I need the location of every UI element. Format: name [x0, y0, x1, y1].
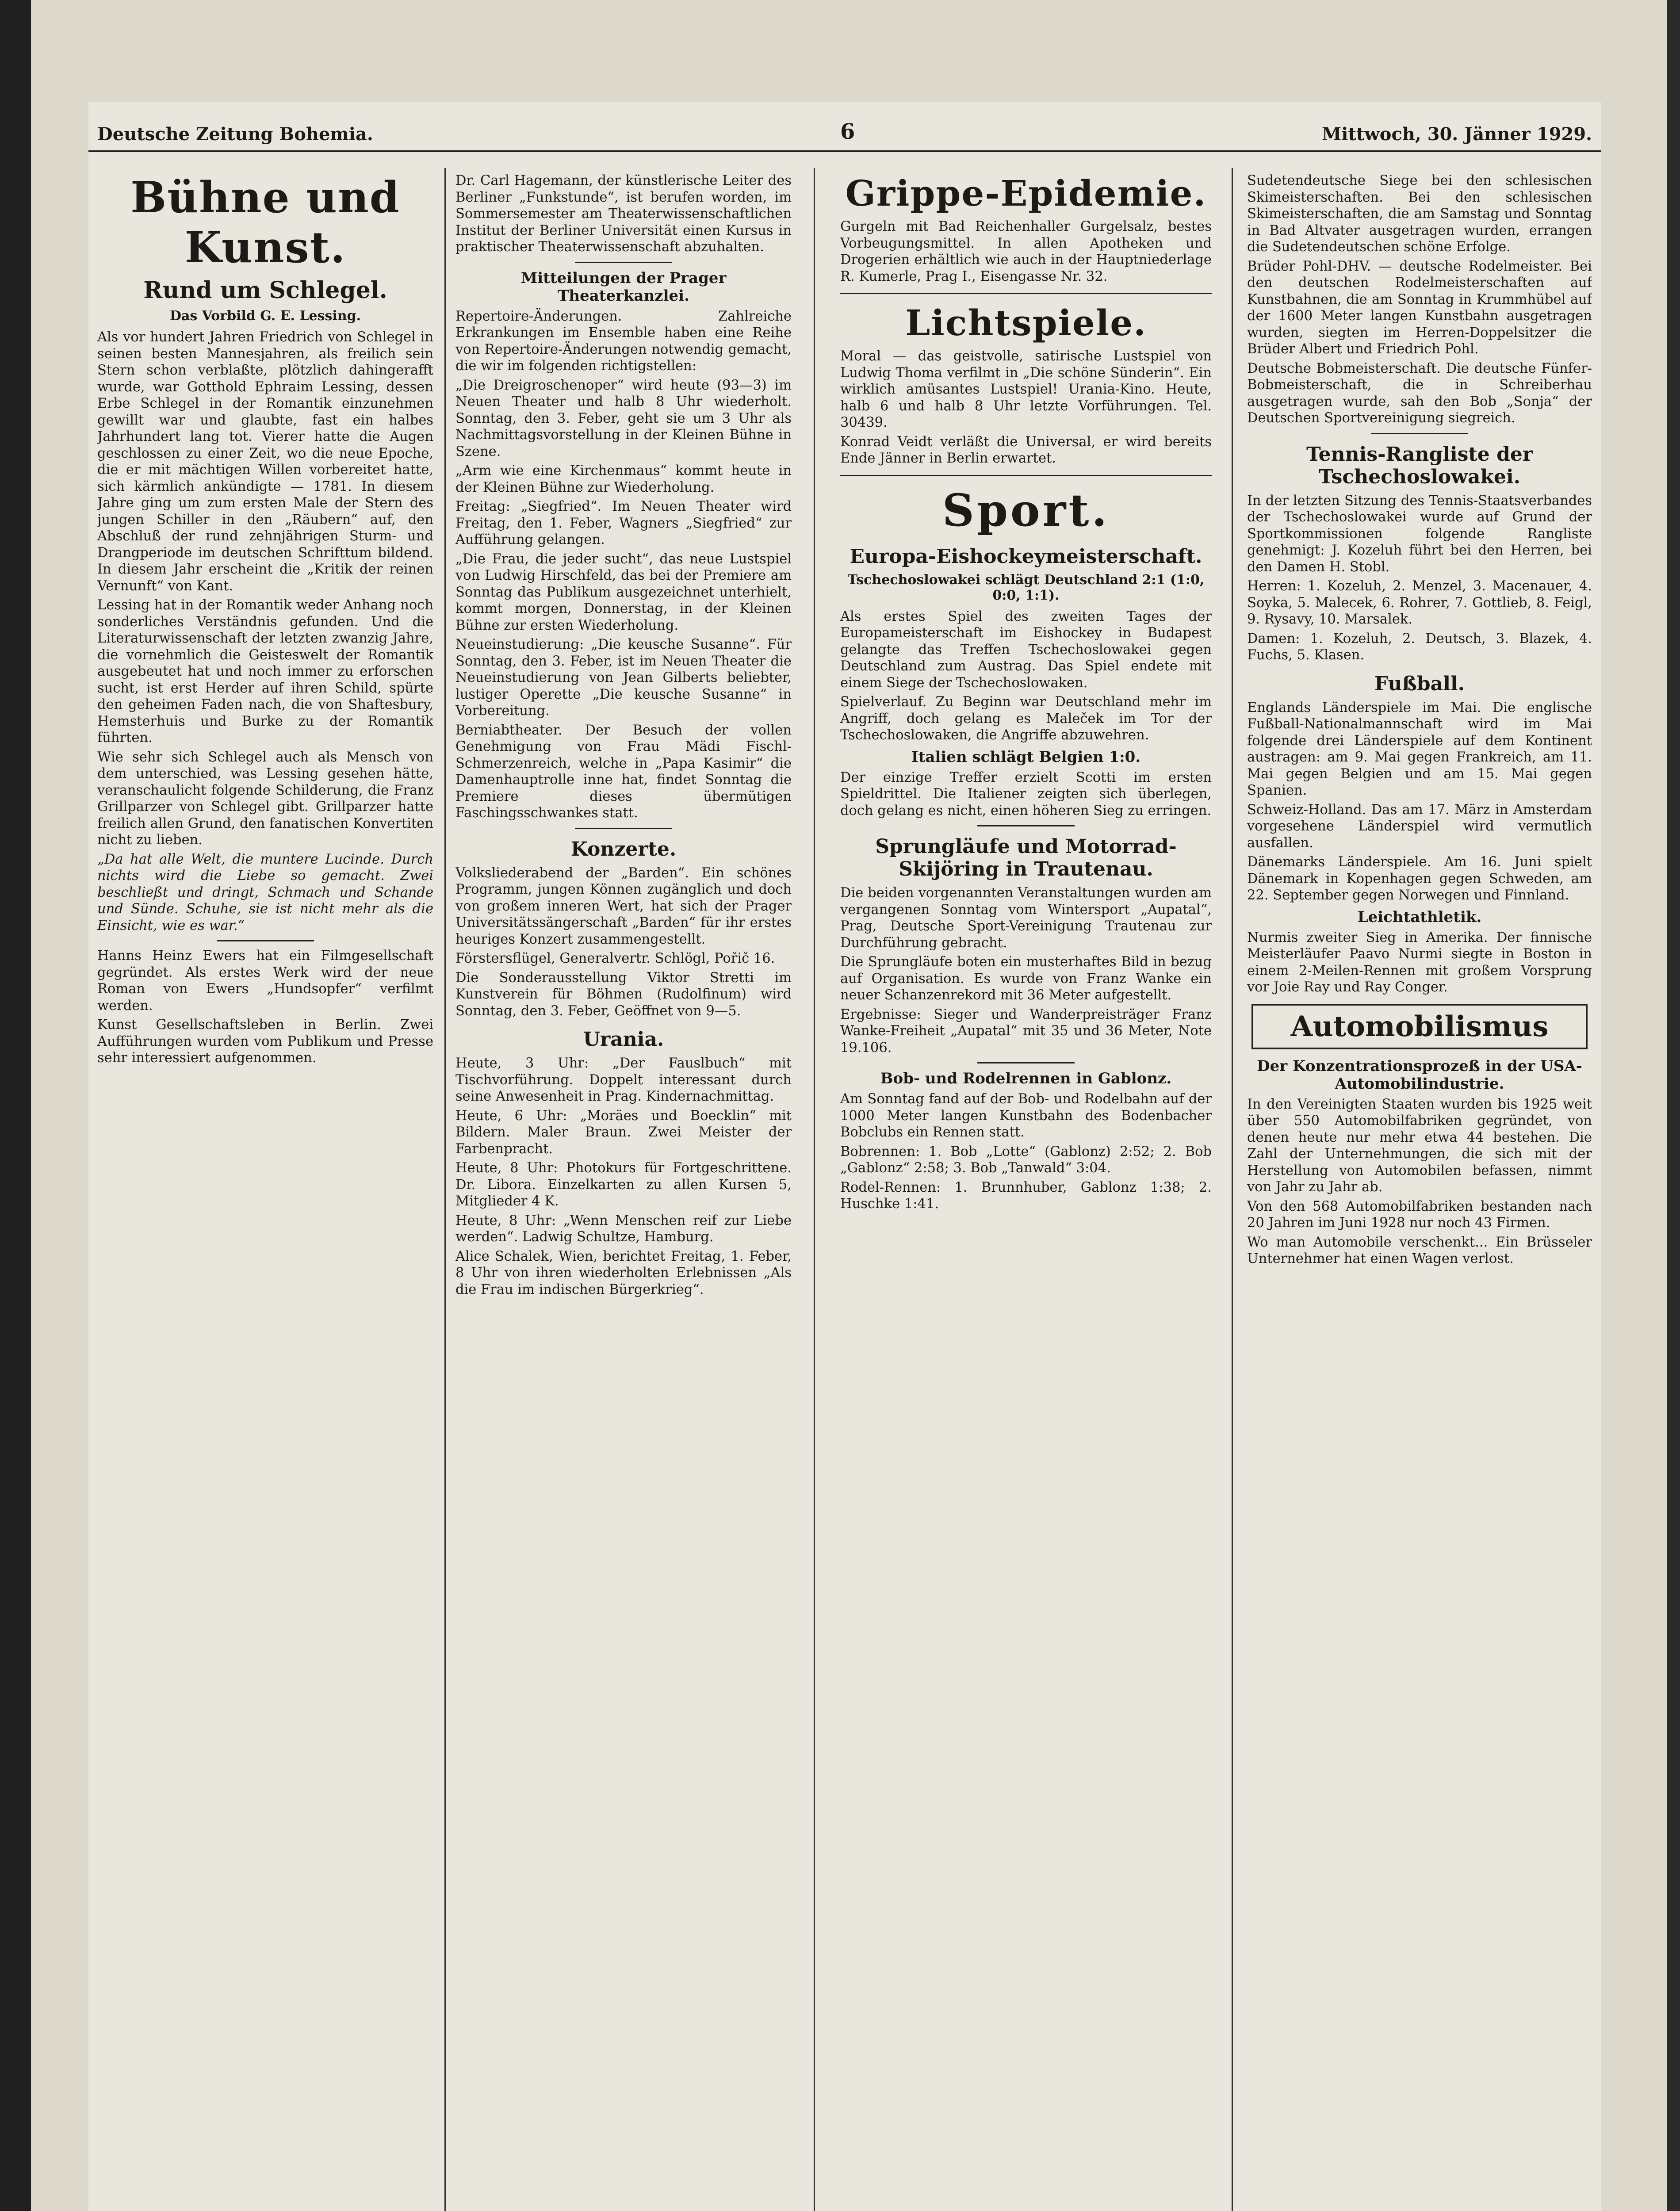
news-item: Schweiz-Holland. Das am 17. März in Amsterdam vorgesehene Länderspiel wird vermutlich ausfallen. — [1247, 802, 1592, 851]
separator — [575, 828, 672, 829]
article-paragraph: Spielverlauf. Zu Beginn war Deutschland mehr im Angriff, doch gelang es Maleček im Tor der Tschechoslowaken, die Angriffe abzuwehren. — [840, 694, 1212, 743]
separator — [840, 475, 1212, 476]
separator — [575, 262, 672, 263]
section-heading: Tennis-Rangliste der Tschechoslowakei. — [1306, 443, 1533, 488]
news-item: Sudetendeutsche Siege bei den schlesischen Skimeisterschaften. Bei den schlesischen Skimeisterschaften, die am Samstag und Sonntag in Bad Altvater ausgetragen wurden, errangen die Sudetendeutschen schöne Erfolge. — [1247, 173, 1592, 255]
section-title: Grippe-Epidemie. — [845, 172, 1207, 214]
article-title: Der Konzentrationsprozeß in der USA-Automobilindustrie. — [1257, 1057, 1582, 1093]
article-paragraph: Der einzige Treffer erzielt Scotti im ersten Spieldrittel. Die Italiener zeigten sich überlegen, doch gelang es nicht, einen höheren Sieg zu erringen. — [840, 769, 1212, 819]
separator — [1371, 433, 1468, 434]
article-paragraph: Als erstes Spiel des zweiten Tages der Europameisterschaft im Eishockey in Budapest gelangte das Treffen Tschechoslowakei gegen Deutschland zum Austrag. Das Spiel endete mit einem Siege der Tschechoslowaken. — [840, 608, 1212, 691]
news-item: In der letzten Sitzung des Tennis-Staatsverbandes der Tschechoslowakei wurde auf Grund der Sportkommissionen folgende Rangliste genehmigt: J. Kozeluh führt bei den Herren, bei den Damen H. Stobl. — [1247, 493, 1592, 575]
column-3 — [840, 172, 1212, 2211]
news-item: Nurmis zweiter Sieg in Amerika. Der finnische Meisterläufer Paavo Nurmi siegte in Boston in einem 2-Meilen-Rennen mit großem Vorsprung vor Joie Ray und Ray Conger. — [1247, 930, 1592, 995]
section-heading: Fußball. — [1374, 672, 1465, 695]
news-item: Konrad Veidt verläßt die Universal, er wird bereits Ende Jänner in Berlin erwartet. — [840, 434, 1212, 466]
news-item: Heute, 8 Uhr: „Wenn Menschen reif zur Liebe werden“. Ladwig Schultze, Hamburg. — [455, 1213, 792, 1245]
article-paragraph: Rodel-Rennen: 1. Brunnhuber, Gablonz 1:38; 2. Huschke 1:41. — [840, 1179, 1212, 1212]
scan-border-left — [0, 0, 31, 2211]
newspaper-name: Deutsche Zeitung Bohemia. — [97, 124, 373, 145]
column-divider — [444, 168, 446, 2211]
section-title-box: Automobilismus — [1251, 1004, 1588, 1049]
news-item: Brüder Pohl-DHV. — deutsche Rodelmeister. Bei den deutschen Rodelmeisterschaften auf Kunstbahnen, die am Sonntag in Krummhübel auf der 1600 Meter langen Kunstbahn ausgetragen wurden, siegten im Herren-Doppelsitzer die Brüder Albert und Friedrich Pohl. — [1247, 258, 1592, 357]
news-item: Dr. Carl Hagemann, der künstlerische Leiter des Berliner „Funkstunde“, ist berufen worden, im Sommersemester am Theaterwissenschaftlichen Institut der Berliner Universität einen Kursus in praktischer Theaterwissenschaft abzuhalten. — [455, 173, 792, 255]
news-item: Die Sonderausstellung Viktor Stretti im Kunstverein für Böhmen (Rudolfinum) wird Sonntag, den 3. Feber, Geöffnet von 9—5. — [455, 970, 792, 1019]
news-item: Englands Länderspiele im Mai. Die englische Fußball-Nationalmannschaft wird im Mai folgende drei Länderspiele auf dem Kontinent austragen: am 9. Mai gegen Frankreich, am 11. Mai gegen Belgien und am 15. Mai gegen Spanien. — [1247, 700, 1592, 798]
news-item: Herren: 1. Kozeluh, 2. Menzel, 3. Macenauer, 4. Soyka, 5. Malecek, 6. Rohrer, 7. Gottlieb, 8. Feigl, 9. Rysavy, 10. Marsalek. — [1247, 578, 1592, 627]
news-item: „Arm wie eine Kirchenmaus“ kommt heute in der Kleinen Bühne zur Wiederholung. — [455, 463, 792, 495]
separator — [840, 293, 1212, 294]
column-4 — [1247, 172, 1592, 2211]
news-item: Heute, 8 Uhr: Photokurs für Fortgeschrittene. Dr. Libora. Einzelkarten zu allen Kursen 5, Mitglieder 4 K. — [455, 1160, 792, 1209]
header-rule — [88, 150, 1601, 152]
news-item: Kunst Gesellschaftsleben in Berlin. Zwei Aufführungen wurden vom Publikum und Presse sehr interessiert aufgenommen. — [97, 1017, 433, 1066]
separator — [217, 940, 314, 941]
article-title: Italien schlägt Belgien 1:0. — [911, 748, 1141, 766]
match-result: Tschechoslowakei schlägt Deutschland 2:1 (1:0, 0:0, 1:1). — [847, 572, 1205, 603]
article-title: Europa-Eishockeymeisterschaft. — [850, 545, 1202, 568]
article-paragraph: Wo man Automobile verschenkt... Ein Brüsseler Unternehmer hat einen Wagen verlost. — [1247, 1234, 1592, 1266]
section-heading: Urania. — [583, 1028, 664, 1051]
article-paragraph: Lessing hat in der Romantik weder Anhang noch sonderliches Verständnis gefunden. Und die Literaturwissenschaft der letzten zwanzig Jahre, die vornehmlich die Geisteswelt der Romantik ausgebeutet hat und noch immer zu erforschen sucht, ist erst Herder auf ihren Schild, spürte den geheimen Faden nach, die von Shaftesbury, Hemsterhuis und Burke zu der Romantik führten. — [97, 597, 433, 746]
column-divider — [1232, 168, 1233, 2211]
news-item: Berniabtheater. Der Besuch der vollen Genehmigung von Frau Mädi Fischl-Schmerzenreich, welche in „Papa Kasimir“ die Damenhauptrolle inne hat, findet Sonntag die Premiere dieses übermütigen Faschingsschwankes statt. — [455, 722, 792, 821]
article-title: Bob- und Rodelrennen in Gablonz. — [880, 1070, 1172, 1087]
news-item: Hanns Heinz Ewers hat ein Filmgesellschaft gegründet. Als erstes Werk wird der neue Roman von Ewers „Hundsopfer“ verfilmt werden. — [97, 948, 433, 1014]
article-paragraph: Bobrennen: 1. Bob „Lotte“ (Gablonz) 2:52; 2. Bob „Gablonz“ 2:58; 3. Bob „Tanwald“ 3:04. — [840, 1144, 1212, 1176]
news-item: Dänemarks Länderspiele. Am 16. Juni spielt Dänemark in Kopenhagen gegen Schweden, am 22. September gegen Norwegen und Finnland. — [1247, 854, 1592, 903]
news-item: „Die Frau, die jeder sucht“, das neue Lustspiel von Ludwig Hirschfeld, das bei der Premiere am Sonntag das Publikum ausgezeichnet unterhielt, kommt morgen, Donnerstag, in der Kleinen Bühne zur ersten Wiederholung. — [455, 551, 792, 633]
section-title: Sport. — [942, 484, 1110, 536]
news-item: Heute, 6 Uhr: „Moräes und Boecklin“ mit Bildern. Maler Braun. Zwei Meister der Farbenpracht. — [455, 1108, 792, 1157]
column-divider — [814, 168, 815, 2211]
news-item: Volksliederabend der „Barden“. Ein schönes Programm, jungen Können zugänglich und doch von großem inneren Wert, hat sich der Prager Universitätssängerschaft „Barden“ für ihr erstes heuriges Konzert zusammengestellt. — [455, 865, 792, 947]
article-paragraph: Als vor hundert Jahren Friedrich von Schlegel in seinen besten Mannesjahren, als freilich sein Stern schon verblaßte, plötzlich dahingerafft wurde, war Gotthold Ephraim Lessing, dessen Erbe Schlegel in der Romantik einzunehmen gewillt war und glaubte, fast ein halbes Jahrhundert lang tot. Vierer hatte die Augen geschlossen zu einer Zeit, wo die neue Epoche, die er mit mächtigen Willen vorbereitet hatte, sich kärmlich ankündigte — 1781. In diesem Jahre ging um zum ersten Male der Stern des jungen Schiller in den „Räubern“ auf, den Abschluß der rund zehnjährigen Sturm- und Drangperiode im deutschen Schrifttum bildend. In diesem Jahr erscheint die „Kritik der reinen Vernunft“ von Kant. — [97, 329, 433, 594]
news-item: „Die Dreigroschenoper“ wird heute (93—3) im Neuen Theater und halb 8 Uhr wiederholt. Sonntag, den 3. Feber, geht sie um 3 Uhr als Nachmittagsvorstellung in der Kleinen Bühne in Szene. — [455, 377, 792, 459]
article-title: Rund um Schlegel. — [143, 277, 387, 304]
column-2 — [455, 172, 792, 2211]
article-paragraph: Ergebnisse: Sieger und Wanderpreisträger Franz Wanke-Freiheit „Aupatal“ mit 35 und 36 Meter, Note 19.106. — [840, 1006, 1212, 1056]
article-paragraph: Die beiden vorgenannten Veranstaltungen wurden am vergangenen Sonntag vom Wintersport „Aupatal“, Prag, Deutsche Sport-Vereinigung Trautenau zur Durchführung gebracht. — [840, 885, 1212, 951]
separator — [977, 1062, 1075, 1063]
issue-date: Mittwoch, 30. Jänner 1929. — [1321, 124, 1592, 145]
news-item: Damen: 1. Kozeluh, 2. Deutsch, 3. Blazek, 4. Fuchs, 5. Klasen. — [1247, 631, 1592, 663]
news-item: Deutsche Bobmeisterschaft. Die deutsche Fünfer-Bobmeisterschaft, die in Schreiberhau ausgetragen wurde, sah den Bob „Sonja“ der Deutschen Sportvereinigung siegreich. — [1247, 360, 1592, 426]
section-title: Lichtspiele. — [905, 302, 1147, 344]
article-paragraph: Von den 568 Automobilfabriken bestanden nach 20 Jahren im Juni 1928 nur noch 43 Firmen. — [1247, 1198, 1592, 1231]
news-item: Moral — das geistvolle, satirische Lustspiel von Ludwig Thoma verfilmt in „Die schöne Sünderin“. Ein wirklich amüsantes Lustspiel! Urania-Kino. Heute, halb 6 und halb 8 Uhr letzte Vorführungen. Tel. 30439. — [840, 348, 1212, 430]
article-quote: „Da hat alle Welt, die muntere Lucinde. Durch nichts wird die Liebe so gemacht. Zwei beschließt und dringt, Schmach und Schande und Sünde. Schuhe, sie ist nicht mehr als die Einsicht, wie es war.“ — [97, 851, 433, 933]
news-item: Neueinstudierung: „Die keusche Susanne“. Für Sonntag, den 3. Feber, ist im Neuen Theater die Neueinstudierung von Jean Gilberts beliebter, lustiger Operette „Die keusche Susanne“ in Vorbereitung. — [455, 637, 792, 719]
separator — [977, 825, 1075, 826]
section-heading: Konzerte. — [570, 838, 677, 861]
news-item: Heute, 3 Uhr: „Der Fauslbuch“ mit Tischvorführung. Doppelt interessant durch seine Anwesenheit in Prag. Kindernachmittag. — [455, 1056, 792, 1104]
news-item: Alice Schalek, Wien, berichtet Freitag, 1. Feber, 8 Uhr von ihren wiederholten Erlebnissen „Als die Frau im indischen Bürgerkrieg“. — [455, 1248, 792, 1297]
scan-border-right — [1667, 0, 1680, 2211]
article-title: Sprungläufe und Motorrad-Skijöring in Trautenau. — [875, 835, 1177, 880]
advertisement-text: Gurgeln mit Bad Reichenhaller Gurgelsalz, bestes Vorbeugungsmittel. In allen Apotheken und Drogerien erhältlich wie auch in der Hauptniederlage R. Kumerle, Prag I., Eisengasse Nr. 32. — [840, 219, 1212, 284]
newspaper-page — [88, 102, 1601, 2211]
article-paragraph: Die Sprungläufe boten ein musterhaftes Bild in bezug auf Organisation. Es wurde von Franz Wanke ein neuer Schanzenrekord mit 36 Meter aufgestellt. — [840, 954, 1212, 1003]
article-paragraph: Am Sonntag fand auf der Bob- und Rodelbahn auf der 1000 Meter langen Kunstbahn des Bodenbacher Bobclubs ein Rennen statt. — [840, 1091, 1212, 1140]
article-paragraph: In den Vereinigten Staaten wurden bis 1925 weit über 550 Automobilfabriken gegründet, von denen heute nur mehr etwa 44 bestehen. Die Zahl der Unternehmungen, die sich mit der Herstellung von Automobilen befassen, nimmt von Jahr zu Jahr ab. — [1247, 1096, 1592, 1195]
page-header — [88, 119, 1601, 150]
news-item: Förstersflügel, Generalvertr. Schlögl, Pořič 16. — [455, 951, 775, 966]
news-item: Repertoire-Änderungen. Zahlreiche Erkrankungen im Ensemble haben eine Reihe von Repertoire-Änderungen notwendig gemacht, die wir im folgenden richtigstellen: — [455, 308, 792, 374]
page-number: 6 — [840, 119, 855, 144]
news-item: Freitag: „Siegfried“. Im Neuen Theater wird Freitag, den 1. Feber, Wagners „Siegfried“ zur Aufführung gelangen. — [455, 499, 792, 547]
section-title: Bühne und Kunst. — [130, 172, 400, 272]
section-heading: Leichtathletik. — [1357, 908, 1482, 926]
article-byline: Das Vorbild G. E. Lessing. — [169, 308, 361, 324]
column-1 — [97, 172, 433, 2211]
section-heading: Mitteilungen der Prager Theaterkanzlei. — [520, 269, 727, 305]
article-paragraph: Wie sehr sich Schlegel auch als Mensch von dem unterschied, was Lessing gesehen hätte, veranschaulicht folgende Schilderung, die Franz Grillparzer von Schlegel gibt. Grillparzer hatte freilich allen Grund, den fanatischen Konvertiten nicht zu lieben. — [97, 749, 433, 848]
